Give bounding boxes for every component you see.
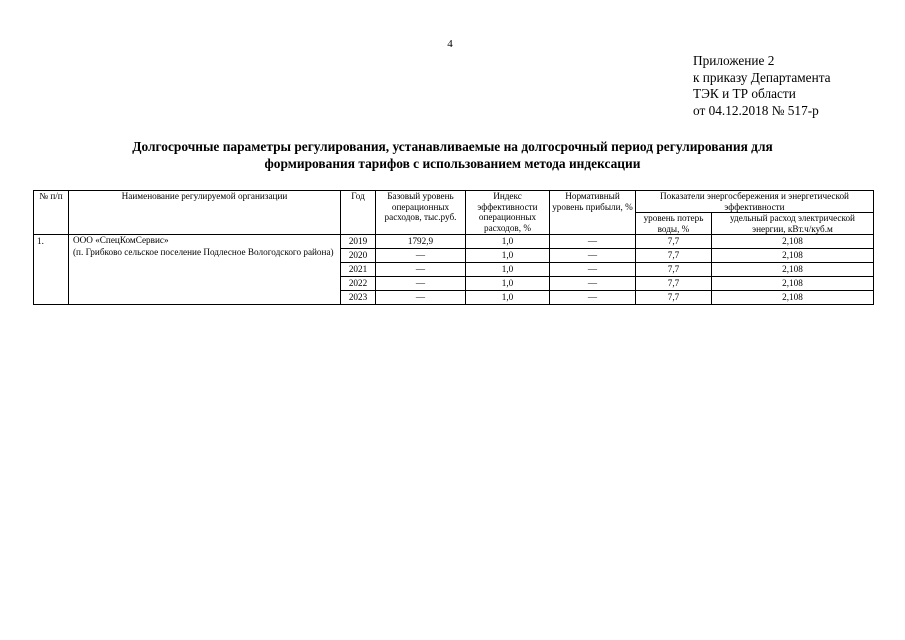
header-year: Год — [341, 191, 376, 235]
header-efficiency-index: Индекс эффективности операционных расходов, % — [466, 191, 550, 235]
table-row — [34, 235, 874, 249]
efficiency-index-cell: 1,0 — [466, 249, 550, 263]
water-losses-cell: 7,7 — [636, 235, 712, 249]
appendix-line: к приказу Департамента — [693, 69, 831, 85]
energy-consumption-cell: 2,108 — [712, 291, 874, 305]
header-energy-indicators: Показатели энергосбережения и энергетической эффективности — [636, 191, 874, 213]
base-expenses-cell: 1792,9 — [376, 235, 466, 249]
profit-level-cell: — — [550, 277, 636, 291]
row-number: 1. — [34, 235, 69, 305]
document-title — [40, 139, 865, 172]
organization-cell — [69, 235, 341, 305]
water-losses-cell: 7,7 — [636, 291, 712, 305]
efficiency-index-cell: 1,0 — [466, 277, 550, 291]
profit-level-cell: — — [550, 291, 636, 305]
year-cell: 2021 — [341, 263, 376, 277]
profit-level-cell: — — [550, 263, 636, 277]
water-losses-cell: 7,7 — [636, 263, 712, 277]
efficiency-index-cell: 1,0 — [466, 291, 550, 305]
base-expenses-cell: — — [376, 263, 466, 277]
organization-name: ООО «СпецКомСервис» — [73, 235, 169, 246]
water-losses-cell: 7,7 — [636, 249, 712, 263]
year-cell: 2019 — [341, 235, 376, 249]
appendix-block — [693, 53, 831, 119]
profit-level-cell: — — [550, 249, 636, 263]
base-expenses-cell: — — [376, 277, 466, 291]
title-line: Долгосрочные параметры регулирования, устанавливаемые на долгосрочный период регулирования для — [132, 139, 773, 154]
parameters-table — [33, 190, 874, 305]
base-expenses-cell: — — [376, 249, 466, 263]
energy-consumption-cell: 2,108 — [712, 249, 874, 263]
organization-location: (п. Грибково сельское поселение Подлесное Вологодского района) — [73, 246, 334, 257]
header-base-expenses: Базовый уровень операционных расходов, тыс.руб. — [376, 191, 466, 235]
efficiency-index-cell: 1,0 — [466, 235, 550, 249]
year-cell: 2020 — [341, 249, 376, 263]
water-losses-cell: 7,7 — [636, 277, 712, 291]
energy-consumption-cell: 2,108 — [712, 277, 874, 291]
header-organization: Наименование регулируемой организации — [69, 191, 341, 235]
efficiency-index-cell: 1,0 — [466, 263, 550, 277]
appendix-line: ТЭК и ТР области — [693, 86, 796, 101]
base-expenses-cell: — — [376, 291, 466, 305]
header-profit-level: Нормативный уровень прибыли, % — [550, 191, 636, 235]
page-number: 4 — [447, 38, 453, 50]
appendix-line: Приложение 2 — [693, 53, 775, 68]
energy-consumption-cell: 2,108 — [712, 235, 874, 249]
energy-consumption-cell: 2,108 — [712, 263, 874, 277]
year-cell: 2023 — [341, 291, 376, 305]
header-water-losses: уровень потерь воды, % — [636, 213, 712, 235]
header-energy-consumption: удельный расход электрической энергии, кВт.ч/куб.м — [712, 213, 874, 235]
header-number: № п/п — [34, 191, 69, 235]
title-line: формирования тарифов с использованием метода индексации — [264, 155, 641, 171]
appendix-line: от 04.12.2018 № 517-р — [693, 102, 819, 118]
year-cell: 2022 — [341, 277, 376, 291]
profit-level-cell: — — [550, 235, 636, 249]
